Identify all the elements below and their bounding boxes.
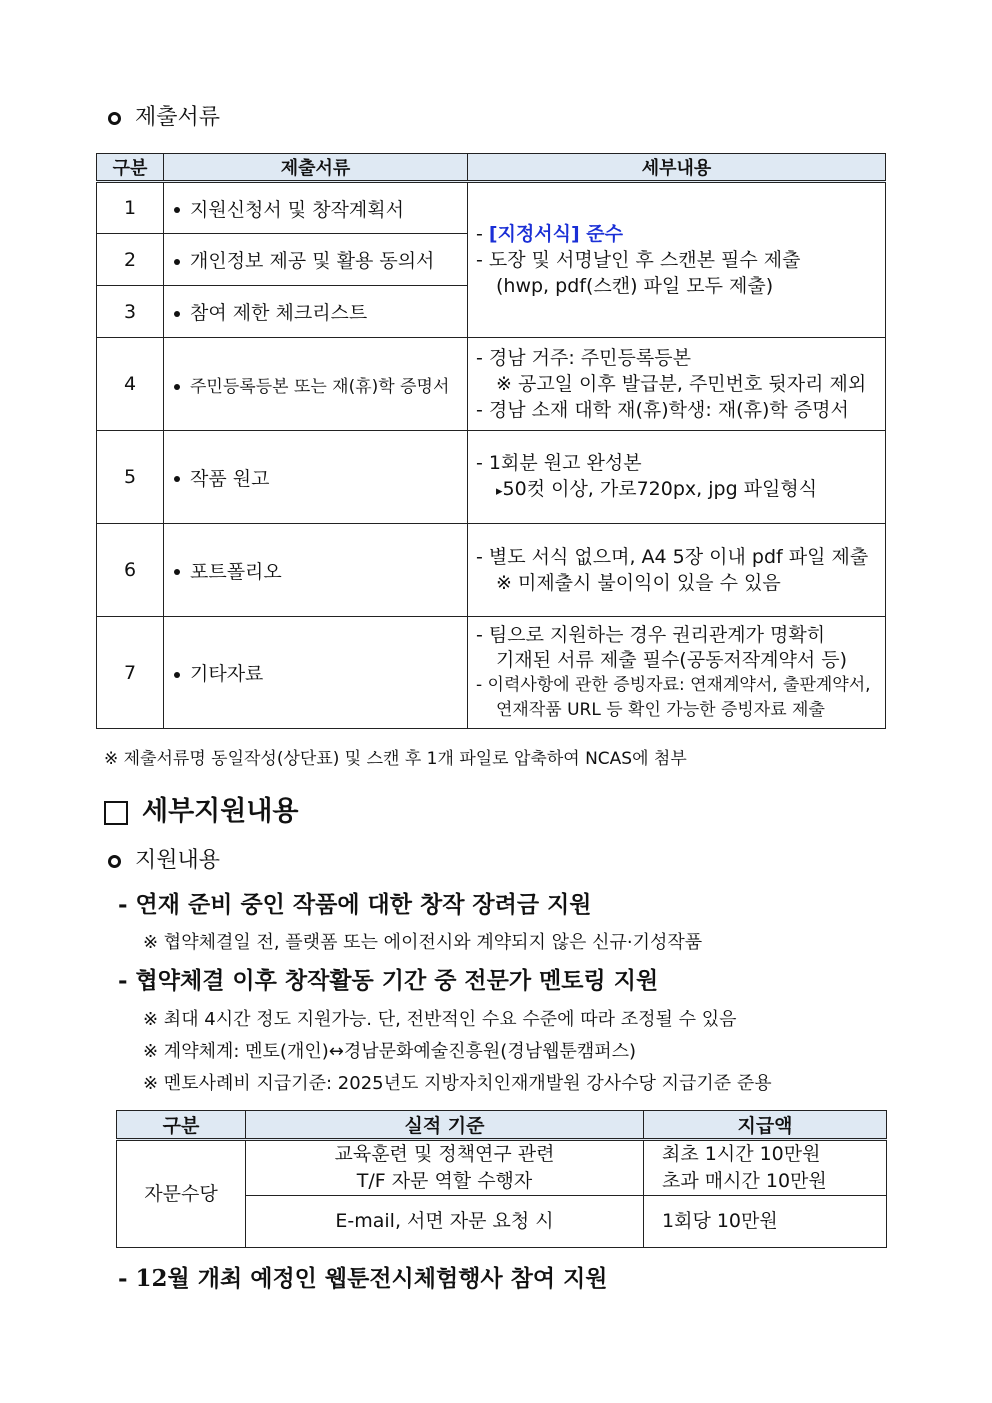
table-row (97, 338, 886, 431)
row-details: - 경남 거주: 주민등록등본 ※ 공고일 이후 발급분, 주민번호 뒷자리 제외 - 경남 소재 대학 재(휴)학생: 재(휴)학 증명서 (468, 338, 886, 431)
table-header-row (97, 154, 886, 182)
fee-criteria: E-mail, 서면 자문 요청 시 (246, 1196, 644, 1248)
fee-criteria: 교육훈련 및 정책연구 관련 T/F 자문 역할 수행자 (246, 1140, 644, 1196)
circle-bullet-icon (108, 112, 121, 125)
support-item-2-note-3: ※ 멘토사례비 지급기준: 2025년도 지방자치인재개발원 강사수당 지급기준 준용 (143, 1073, 772, 1094)
row-document: 작품 원고 (164, 431, 468, 524)
fee-category: 자문수당 (117, 1140, 246, 1248)
bullet-icon (174, 384, 180, 390)
table-row (97, 431, 886, 524)
mentor-fee-table (116, 1110, 887, 1248)
row-document: 포트폴리오 (164, 524, 468, 617)
support-item-1: - 연재 준비 중인 작품에 대한 창작 장려금 지원 (118, 891, 592, 918)
row-document: 기타자료 (164, 617, 468, 729)
support-item-2-note-2: ※ 계약체계: 멘토(개인)↔경남문화예술진흥원(경남웹툰캠퍼스) (143, 1041, 637, 1062)
template-emphasis: [지정서식] 준수 (488, 223, 624, 245)
row-number: 7 (97, 617, 164, 729)
bullet-icon (174, 311, 180, 317)
support-item-2-note-1: ※ 최대 4시간 정도 지원가능. 단, 전반적인 수요 수준에 따라 조정될 수 있음 (143, 1009, 737, 1030)
support-item-2: - 협약체결 이후 창작활동 기간 중 전문가 멘토링 지원 (118, 967, 659, 994)
row-details: - [지정서식] 준수 - 도장 및 서명날인 후 스캔본 필수 제출 (hwp, pdf(스캔) 파일 모두 제출) (468, 182, 886, 338)
triangle-bullet-icon: ▸ (496, 483, 503, 499)
support-item-3: - 12월 개최 예정인 웹툰전시체험행사 참여 지원 (118, 1265, 608, 1292)
row-number: 5 (97, 431, 164, 524)
documents-table (96, 153, 886, 729)
bullet-icon (174, 259, 180, 265)
bullet-icon (174, 672, 180, 678)
header-document: 제출서류 (164, 154, 468, 182)
submission-note: ※ 제출서류명 동일작성(상단표) 및 스캔 후 1개 파일로 압축하여 NCAS에 첨부 (104, 749, 687, 769)
bullet-icon (174, 476, 180, 482)
section-heading-documents: 제출서류 (108, 100, 220, 131)
header-category: 구분 (117, 1111, 246, 1140)
row-number: 1 (97, 182, 164, 234)
table-row (97, 524, 886, 617)
fee-amount: 최초 1시간 10만원 초과 매시간 10만원 (644, 1140, 887, 1196)
row-details: - 팀으로 지원하는 경우 권리관계가 명확히 기재된 서류 제출 필수(공동저작계약서 등) - 이력사항에 관한 증빙자료: 연재계약서, 출판계약서, 연재작품 URL 등 확인 가능한 증빙자료 제출 (468, 617, 886, 729)
section-heading-support: 세부지원내용 (104, 789, 299, 828)
table-row (97, 617, 886, 729)
row-number: 4 (97, 338, 164, 431)
bullet-icon (174, 207, 180, 213)
header-category: 구분 (97, 154, 164, 182)
bullet-icon (174, 569, 180, 575)
header-criteria: 실적 기준 (246, 1111, 644, 1140)
row-document: 참여 제한 체크리스트 (164, 286, 468, 338)
sub-heading-support-content: 지원내용 (108, 843, 220, 874)
square-bullet-icon (104, 801, 128, 825)
row-document: 주민등록등본 또는 재(휴)학 증명서 (164, 338, 468, 431)
row-details: - 1회분 원고 완성본 ▸50컷 이상, 가로720px, jpg 파일형식 (468, 431, 886, 524)
row-number: 2 (97, 234, 164, 286)
row-number: 6 (97, 524, 164, 617)
table-row (117, 1140, 887, 1196)
row-document: 지원신청서 및 창작계획서 (164, 182, 468, 234)
row-document: 개인정보 제공 및 활용 동의서 (164, 234, 468, 286)
support-item-1-note: ※ 협약체결일 전, 플랫폼 또는 에이전시와 계약되지 않은 신규·기성작품 (143, 932, 703, 953)
table-row (97, 182, 886, 234)
table-header-row (117, 1111, 887, 1140)
header-payment: 지급액 (644, 1111, 887, 1140)
header-details: 세부내용 (468, 154, 886, 182)
fee-amount: 1회당 10만원 (644, 1196, 887, 1248)
circle-bullet-icon (108, 855, 121, 868)
row-details: - 별도 서식 없으며, A4 5장 이내 pdf 파일 제출 ※ 미제출시 불이익이 있을 수 있음 (468, 524, 886, 617)
row-number: 3 (97, 286, 164, 338)
